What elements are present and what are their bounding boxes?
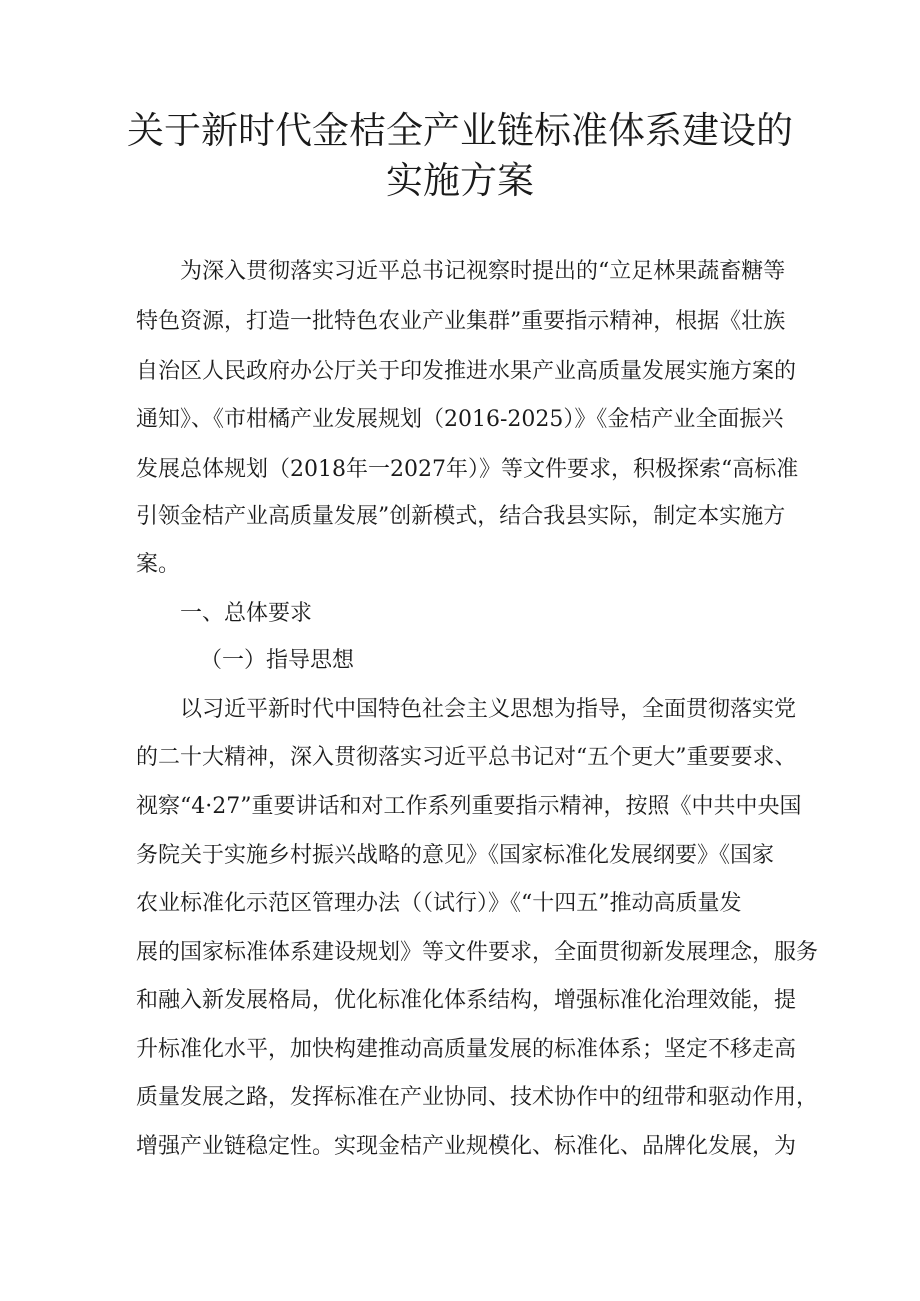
intro-line: 自治区人民政府办公厅关于印发推进水果产业高质量发展实施方案的 — [136, 359, 797, 384]
subsection-heading: （一）指导思想 — [200, 648, 355, 673]
guiding-line: 升标准化水平，加快构建推动高质量发展的标准体系；坚定不移走高 — [136, 1037, 797, 1062]
guiding-line: 以习近平新时代中国特色社会主义思想为指导，全面贯彻落实党 — [180, 697, 797, 722]
section-heading: 一、总体要求 — [180, 601, 313, 626]
guiding-line: 视察“4·27”重要讲话和对工作系列重要指示精神，按照《中共中央国 — [136, 794, 802, 819]
guiding-line: 质量发展之路，发挥标准在产业协同、技术协作中的纽带和驱动作用， — [136, 1085, 819, 1110]
intro-line: 特色资源，打造一批特色农业产业集群”重要指示精神，根据《壮族 — [136, 309, 786, 334]
intro-line: 引领金桔产业高质量发展”创新模式，结合我县实际，制定本实施方 — [136, 504, 786, 529]
guiding-line: 展的国家标准体系建设规划》等文件要求，全面贯彻新发展理念，服务 — [136, 940, 819, 965]
document-title-line-1: 关于新时代金桔全产业链标准体系建设的 — [127, 109, 793, 152]
intro-line: 为深入贯彻落实习近平总书记视察时提出的“立足林果蔬畜糖等 — [180, 259, 786, 284]
guiding-line: 和融入新发展格局，优化标准化体系结构，增强标准化治理效能，提 — [136, 988, 797, 1013]
intro-line: 发展总体规划（2018年一2027年）》等文件要求，积极探索“高标准 — [136, 457, 799, 482]
guiding-line: 务院关于实施乡村振兴战略的意见》《国家标准化发展纲要》《国家 — [136, 843, 775, 868]
guiding-line: 农业标准化示范区管理办法（（试行）》《“十四五”推动高质量发 — [136, 891, 742, 916]
intro-line: 案。 — [136, 552, 181, 577]
guiding-line: 增强产业链稳定性。实现金桔产业规模化、标准化、品牌化发展，为 — [136, 1134, 797, 1159]
intro-line: 通知》、《市柑橘产业发展规划（2016-2025）》《金桔产业全面振兴 — [136, 407, 784, 432]
document-title-line-2: 实施方案 — [386, 159, 534, 202]
guiding-line: 的二十大精神，深入贯彻落实习近平总书记对“五个更大”重要要求、 — [136, 745, 797, 770]
